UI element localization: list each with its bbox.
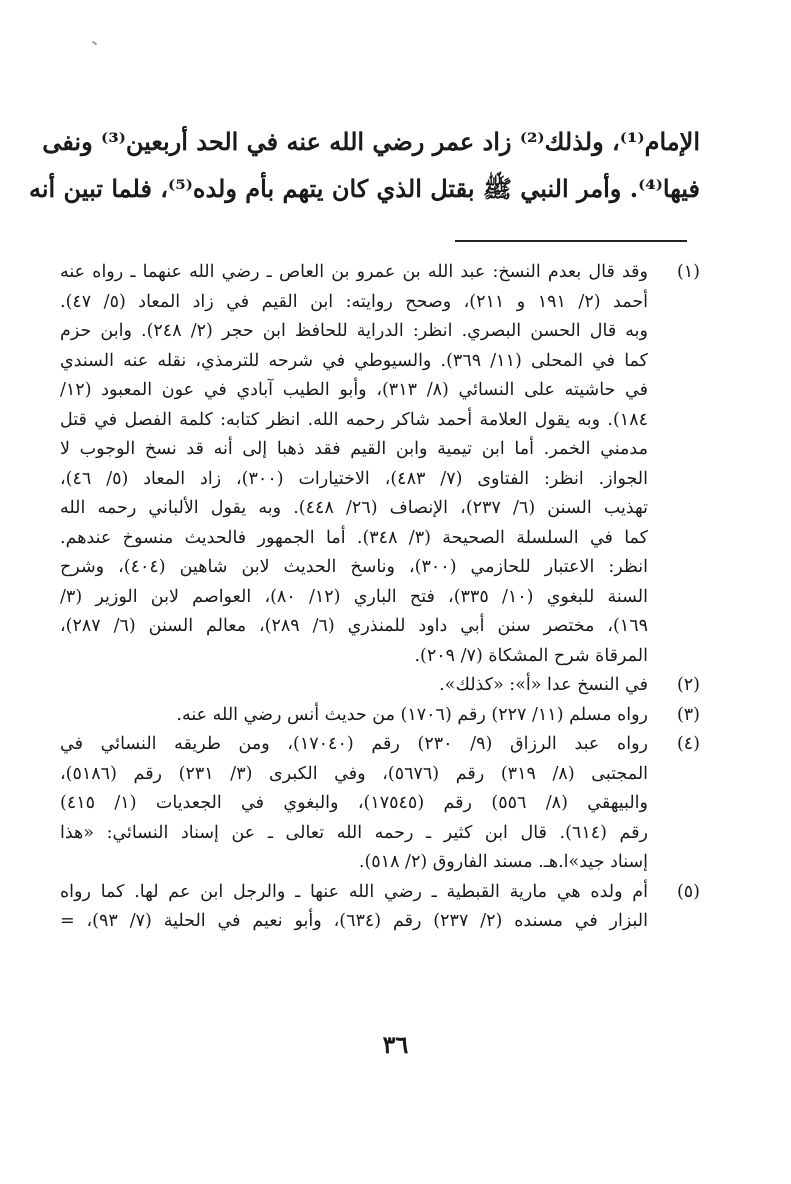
footnotes [60, 258, 700, 937]
footnote-line: رقم (٦١٤). قال ابن كثير ـ رحمه الله تعالى ـ عن إسناد النسائي: «هذا [60, 822, 649, 843]
footnote-line: إسناد جيد»ا.هـ. مسند الفاروق (٢/ ٥١٨). [358, 852, 648, 872]
footnote-line: أم ولده هي مارية القبطية ـ رضي الله عنها ـ والرجل ابن عم لها. كما رواه [60, 881, 648, 902]
footnote-5 [60, 878, 700, 937]
footnote-line: ١٨٤). وبه يقول العلامة أحمد شاكر رحمه الله. انظر كتابه: كلمة الفصل في قتل [60, 409, 648, 430]
footnote-2 [60, 671, 700, 701]
footnote-line: المجتبى (٨/ ٣١٩) رقم (٥٦٧٦)، وفي الكبرى (٣/ ٢٣١) رقم (٥١٨٦)، [60, 763, 649, 784]
footnote-line: رواه مسلم (١١/ ٢٢٧) رقم (١٧٠٦) من حديث أنس رضي الله عنه. [176, 704, 648, 725]
footnote-number: (٤) [676, 734, 700, 754]
main-text-line: الإمام⁽¹⁾، ولذلك⁽²⁾ زاد عمر رضي الله عنه في الحد أربعين⁽³⁾ ونفى [42, 127, 700, 156]
footnote-number: (٥) [676, 881, 700, 902]
footnote-4 [60, 730, 700, 878]
footnote-separator [455, 240, 687, 242]
footnote-line: مدمني الخمر. أما ابن تيمية وابن القيم فقد ذهبا إلى أنه قد نسخ الوجوب لا [60, 439, 648, 459]
scan-speck [92, 41, 97, 46]
footnote-3 [60, 701, 700, 731]
footnote-line: في النسخ عدا «أ»: «كذلك». [439, 675, 648, 695]
footnote-line: والبيهقي (٨/ ٥٥٦) رقم (١٧٥٤٥)، والبغوي في الجعديات (١/ ٤١٥) [60, 793, 648, 813]
footnote-line: كما في السلسلة الصحيحة (٣/ ٣٤٨). أما الجمهور فالحديث منسوخ عندهم. [60, 527, 649, 548]
footnote-line: ١٦٩)، مختصر سنن أبي داود للمنذري (٦/ ٢٨٩)، معالم السنن (٦/ ٢٨٧)، [60, 616, 648, 636]
footnote-line: رواه عبد الرزاق (٩/ ٢٣٠) رقم (١٧٠٤٠)، ومن طريقه النسائي في [60, 734, 648, 754]
main-text [28, 118, 700, 212]
footnote-line: الجواز. انظر: الفتاوى (٧/ ٤٨٣)، الاختيارات (٣٠٠)، زاد المعاد (٥/ ٤٦)، [60, 468, 648, 489]
footnote-number: (١) [676, 262, 700, 282]
footnote-line: وقد قال بعدم النسخ: عبد الله بن عمرو بن العاص ـ رضي الله عنهما ـ رواه عنه [60, 262, 648, 282]
footnote-line: وبه قال الحسن البصري. انظر: الدراية للحافظ ابن حجر (٢/ ٢٤٨). وابن حزم [60, 321, 648, 341]
footnote-number: (٣) [676, 704, 700, 725]
page-number: ٣٦ [382, 1030, 409, 1059]
footnote-line: انظر: الاعتبار للحازمي (٣٠٠)، وناسخ الحديث لابن شاهين (٤٠٤)، وشرح [60, 557, 648, 577]
footnote-number: (٢) [676, 675, 700, 695]
footnote-line: كما في المحلى (١١/ ٣٦٩). والسيوطي في شرحه للترمذي، نقله عنه السندي [60, 350, 648, 371]
main-text-line: فيها⁽⁴⁾. وأمر النبي ﷺ بقتل الذي كان يتهم بأم ولده⁽⁵⁾، فلما تبين أنه [28, 174, 700, 203]
footnote-line: أحمد (٢/ ١٩١ و ٢١١)، وصحح روايته: ابن القيم في زاد المعاد (٥/ ٤٧). [60, 291, 649, 312]
footnote-line: المرقاة شرح المشكاة (٧/ ٢٠٩). [414, 645, 648, 666]
footnote-line: في حاشيته على النسائي (٨/ ٣١٣)، وأبو الطيب آبادي في عون المعبود (١٢/ [60, 380, 648, 400]
footnote-line: البزار في مسنده (٢/ ٢٣٧) رقم (٦٣٤)، وأبو نعيم في الحلية (٧/ ٩٣)، = [60, 911, 648, 931]
footnote-line: السنة للبغوي (١٠/ ٣٣٥)، فتح الباري (١٢/ ٨٠)، العواصم لابن الوزير (٣/ [60, 586, 648, 607]
footnote-line: تهذيب السنن (٦/ ٢٣٧)، الإنصاف (٢٦/ ٤٤٨). وبه يقول الألباني رحمه الله [60, 498, 648, 518]
footnote-1 [60, 258, 700, 671]
